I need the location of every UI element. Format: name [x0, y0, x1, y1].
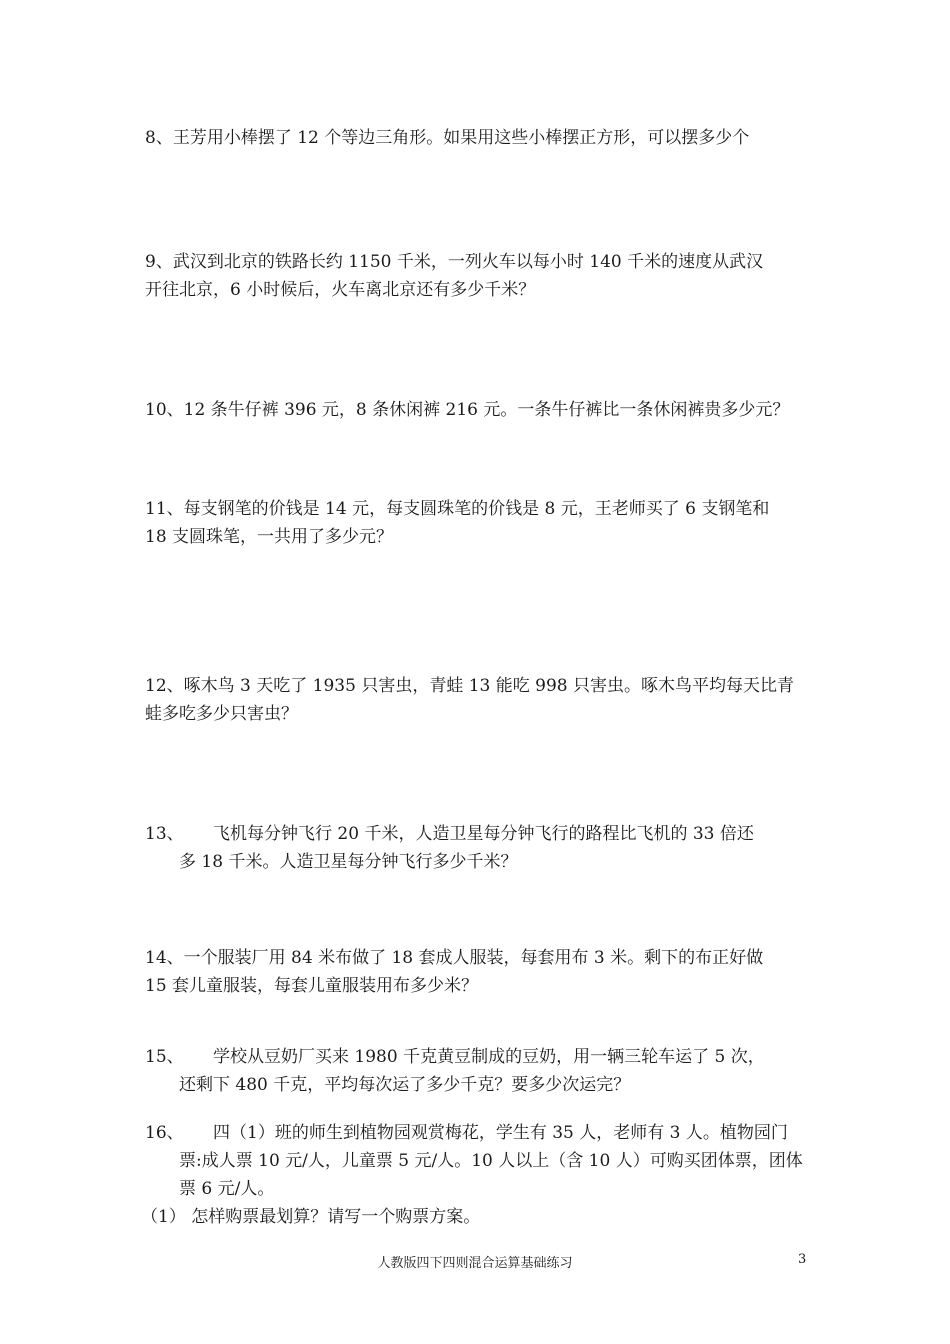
question-15 [145, 1043, 810, 1099]
question-9-line-2: 开往北京，6 小时候后，火车离北京还有多少千米？ [145, 280, 536, 300]
question-16-number: 16、 [145, 1123, 184, 1143]
question-10-line-1: 10、12 条牛仔裤 396 元，8 条休闲裤 216 元。一条牛仔裤比一条休闲裤贵多少元？ [145, 400, 790, 420]
question-13-line-1 [145, 820, 810, 848]
question-12 [145, 672, 810, 728]
question-12-line-2: 蛙多吃多少只害虫？ [145, 704, 298, 724]
question-14 [145, 944, 810, 1000]
question-15-line-2: 还剩下 480 千克，平均每次运了多少千克？要多少次运完？ [179, 1075, 631, 1095]
question-15-line-1 [145, 1043, 810, 1071]
question-16-text-1: 四（1）班的师生到植物园观赏梅花，学生有 35 人，老师有 3 人。植物园门 [213, 1123, 788, 1143]
question-8-line-1: 8、王芳用小棒摆了 12 个等边三角形。如果用这些小棒摆正方形，可以摆多少个 [145, 128, 750, 148]
question-11-line-2: 18 支圆珠笔，一共用了多少元？ [145, 527, 394, 547]
question-13-text-1: 飞机每分钟飞行 20 千米，人造卫星每分钟飞行的路程比飞机的 33 倍还 [213, 824, 754, 844]
question-9-line-1: 9、武汉到北京的铁路长约 1150 千米，一列火车以每小时 140 千米的速度从武汉 [145, 252, 764, 272]
question-11 [145, 495, 810, 551]
question-16-line-2: 票:成人票 10 元/人，儿童票 5 元/人。10 人以上（含 10 人）可购买团体票，团体 [179, 1151, 803, 1171]
question-14-line-1: 14、一个服装厂用 84 米布做了 18 套成人服装，每套用布 3 米。剩下的布正好做 [145, 948, 764, 968]
question-9 [145, 248, 810, 304]
question-13 [145, 820, 810, 876]
question-11-line-1: 11、每支钢笔的价钱是 14 元，每支圆珠笔的价钱是 8 元，王老师买了 6 支钢笔和 [145, 499, 770, 519]
question-14-line-2: 15 套儿童服装，每套儿童服装用布多少米？ [145, 976, 479, 996]
question-16-sub-1: （1） 怎样购票最划算？请写一个购票方案。 [141, 1207, 481, 1227]
question-13-number: 13、 [145, 824, 184, 844]
question-16-line-1 [145, 1119, 810, 1147]
question-13-line-2: 多 18 千米。人造卫星每分钟飞行多少千米？ [179, 852, 518, 872]
question-10 [145, 396, 810, 424]
footer-title: 人教版四下四则混合运算基础练习 [377, 1256, 573, 1271]
question-16 [141, 1119, 810, 1231]
page-number: 3 [798, 1252, 807, 1267]
question-16-line-3: 票 6 元/人。 [179, 1179, 275, 1199]
question-15-number: 15、 [145, 1047, 184, 1067]
question-12-line-1: 12、啄木鸟 3 天吃了 1935 只害虫，青蛙 13 能吃 998 只害虫。啄木鸟平均每天比青 [145, 676, 795, 696]
question-8 [145, 124, 810, 152]
question-15-text-1: 学校从豆奶厂买来 1980 千克黄豆制成的豆奶，用一辆三轮车运了 5 次， [213, 1047, 765, 1067]
